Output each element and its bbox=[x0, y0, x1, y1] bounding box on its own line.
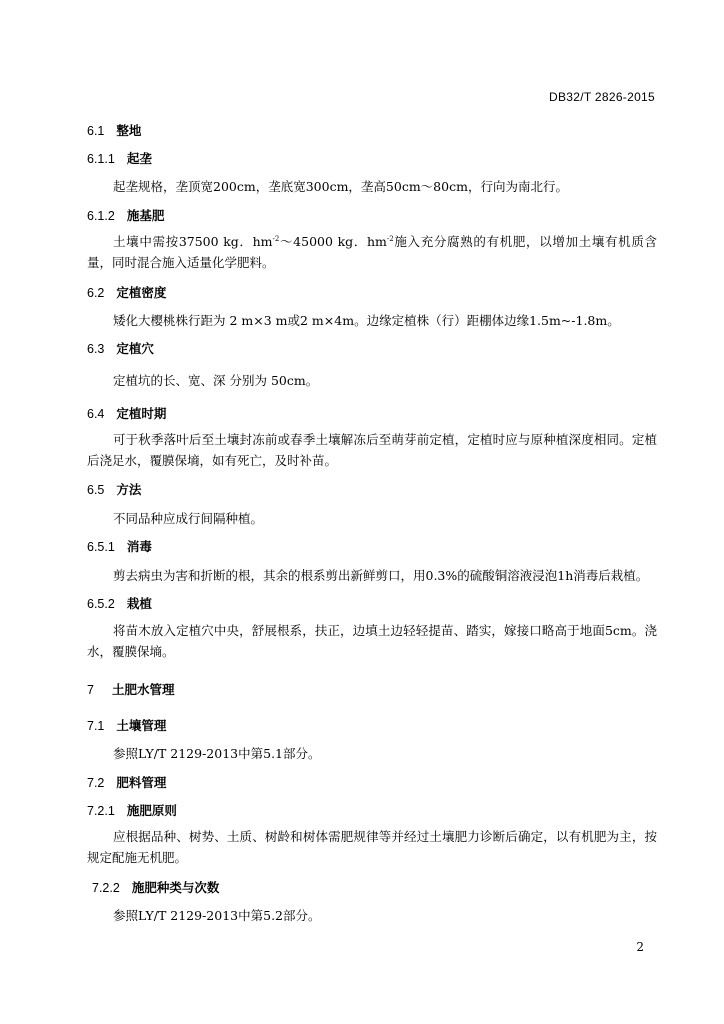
heading-7-2-1 bbox=[87, 801, 177, 819]
heading-7 bbox=[87, 680, 174, 698]
heading-number: 7.2 bbox=[87, 776, 105, 790]
heading-number: 7.2.1 bbox=[87, 804, 115, 818]
heading-title: 方法 bbox=[116, 483, 142, 497]
superscript: -2 bbox=[272, 234, 280, 243]
heading-title: 定植密度 bbox=[116, 286, 167, 300]
heading-title: 土壤管理 bbox=[116, 719, 167, 733]
paragraph-part: 施入充分腐熟的有机肥，以增加土壤有机质含量，同时混合施入适量化学肥料。 bbox=[87, 234, 658, 270]
heading-number: 6.5.1 bbox=[87, 540, 115, 554]
heading-number: 6.1.1 bbox=[87, 152, 115, 166]
heading-title: 整地 bbox=[116, 124, 142, 138]
heading-7-2 bbox=[87, 773, 166, 791]
heading-title: 施肥种类与次数 bbox=[131, 881, 220, 895]
heading-number: 6.1.2 bbox=[87, 209, 115, 223]
superscript: -2 bbox=[386, 234, 394, 243]
heading-title: 定植穴 bbox=[116, 342, 154, 356]
paragraph-6-5-2: 将苗木放入定植穴中央，舒展根系，扶正，边填土边轻轻提苗、踏实，嫁接口略高于地面5cm。浇水，覆膜保墒。 bbox=[87, 623, 657, 659]
heading-number: 6.3 bbox=[87, 342, 105, 356]
heading-7-2-2 bbox=[92, 878, 219, 896]
heading-6-1-1 bbox=[87, 149, 152, 167]
heading-number: 6.1 bbox=[87, 124, 105, 138]
heading-6-5 bbox=[87, 480, 141, 498]
paragraph-part: ～45000 kg．hm bbox=[279, 234, 387, 249]
heading-number: 6.5 bbox=[87, 483, 105, 497]
heading-title: 施肥原则 bbox=[126, 804, 177, 818]
heading-6-4 bbox=[87, 404, 166, 422]
paragraph-6-5-1: 剪去病虫为害和折断的根，其余的根系剪出新鲜剪口，用0.3%的硫酸铜溶液浸泡1h消毒后栽植。 bbox=[113, 568, 649, 583]
heading-number: 6.5.2 bbox=[87, 597, 115, 611]
heading-number: 7 bbox=[87, 683, 94, 697]
heading-6-1 bbox=[87, 121, 141, 139]
heading-title: 定植时期 bbox=[116, 407, 167, 421]
paragraph-6-4: 可于秋季落叶后至土壤封冻前或春季土壤解冻后至萌芽前定植，定植时应与原种植深度相同。定植后浇足水，覆膜保墒，如有死亡，及时补苗。 bbox=[87, 432, 657, 468]
heading-number: 6.4 bbox=[87, 407, 105, 421]
heading-title: 起垄 bbox=[126, 152, 152, 166]
heading-number: 6.2 bbox=[87, 286, 105, 300]
heading-7-1 bbox=[87, 716, 166, 734]
heading-6-5-1 bbox=[87, 537, 152, 555]
paragraph-6-3: 定植坑的长、宽、深 分别为 50cm。 bbox=[113, 373, 319, 388]
standard-number: DB32/T 2826-2015 bbox=[549, 90, 655, 104]
heading-number: 7.2.2 bbox=[92, 881, 120, 895]
heading-title: 施基肥 bbox=[126, 209, 165, 223]
paragraph-6-5: 不同品种应成行间隔种植。 bbox=[113, 511, 264, 526]
heading-number: 7.1 bbox=[87, 719, 105, 733]
heading-6-1-2 bbox=[87, 206, 164, 224]
paragraph-6-1-1: 起垄规格，垄顶宽200cm，垄底宽300cm，垄高50cm～80cm，行向为南北行。 bbox=[113, 179, 568, 194]
heading-title: 肥料管理 bbox=[116, 776, 167, 790]
heading-6-2 bbox=[87, 283, 166, 301]
heading-6-5-2 bbox=[87, 594, 152, 612]
paragraph-6-2: 矮化大樱桃株行距为 2 m×3 m或2 m×4m。边缘定植株（行）距棚体边缘1.5m~-1.8m。 bbox=[113, 313, 620, 328]
heading-title: 消毒 bbox=[126, 540, 152, 554]
paragraph-7-2-2: 参照LY/T 2129-2013中第5.2部分。 bbox=[113, 908, 321, 923]
heading-title: 土肥水管理 bbox=[111, 683, 175, 697]
paragraph-7-2-1: 应根据品种、树势、土质、树龄和树体需肥规律等并经过土壤肥力诊断后确定，以有机肥为主，按规定配施无机肥。 bbox=[87, 829, 657, 865]
heading-title: 栽植 bbox=[126, 597, 152, 611]
paragraph-part: 土壤中需按37500 kg．hm bbox=[113, 234, 273, 249]
paragraph-7-1: 参照LY/T 2129-2013中第5.1部分。 bbox=[113, 746, 321, 761]
heading-6-3 bbox=[87, 339, 154, 357]
paragraph-6-1-2 bbox=[87, 231, 657, 273]
page-number: 2 bbox=[636, 940, 644, 954]
